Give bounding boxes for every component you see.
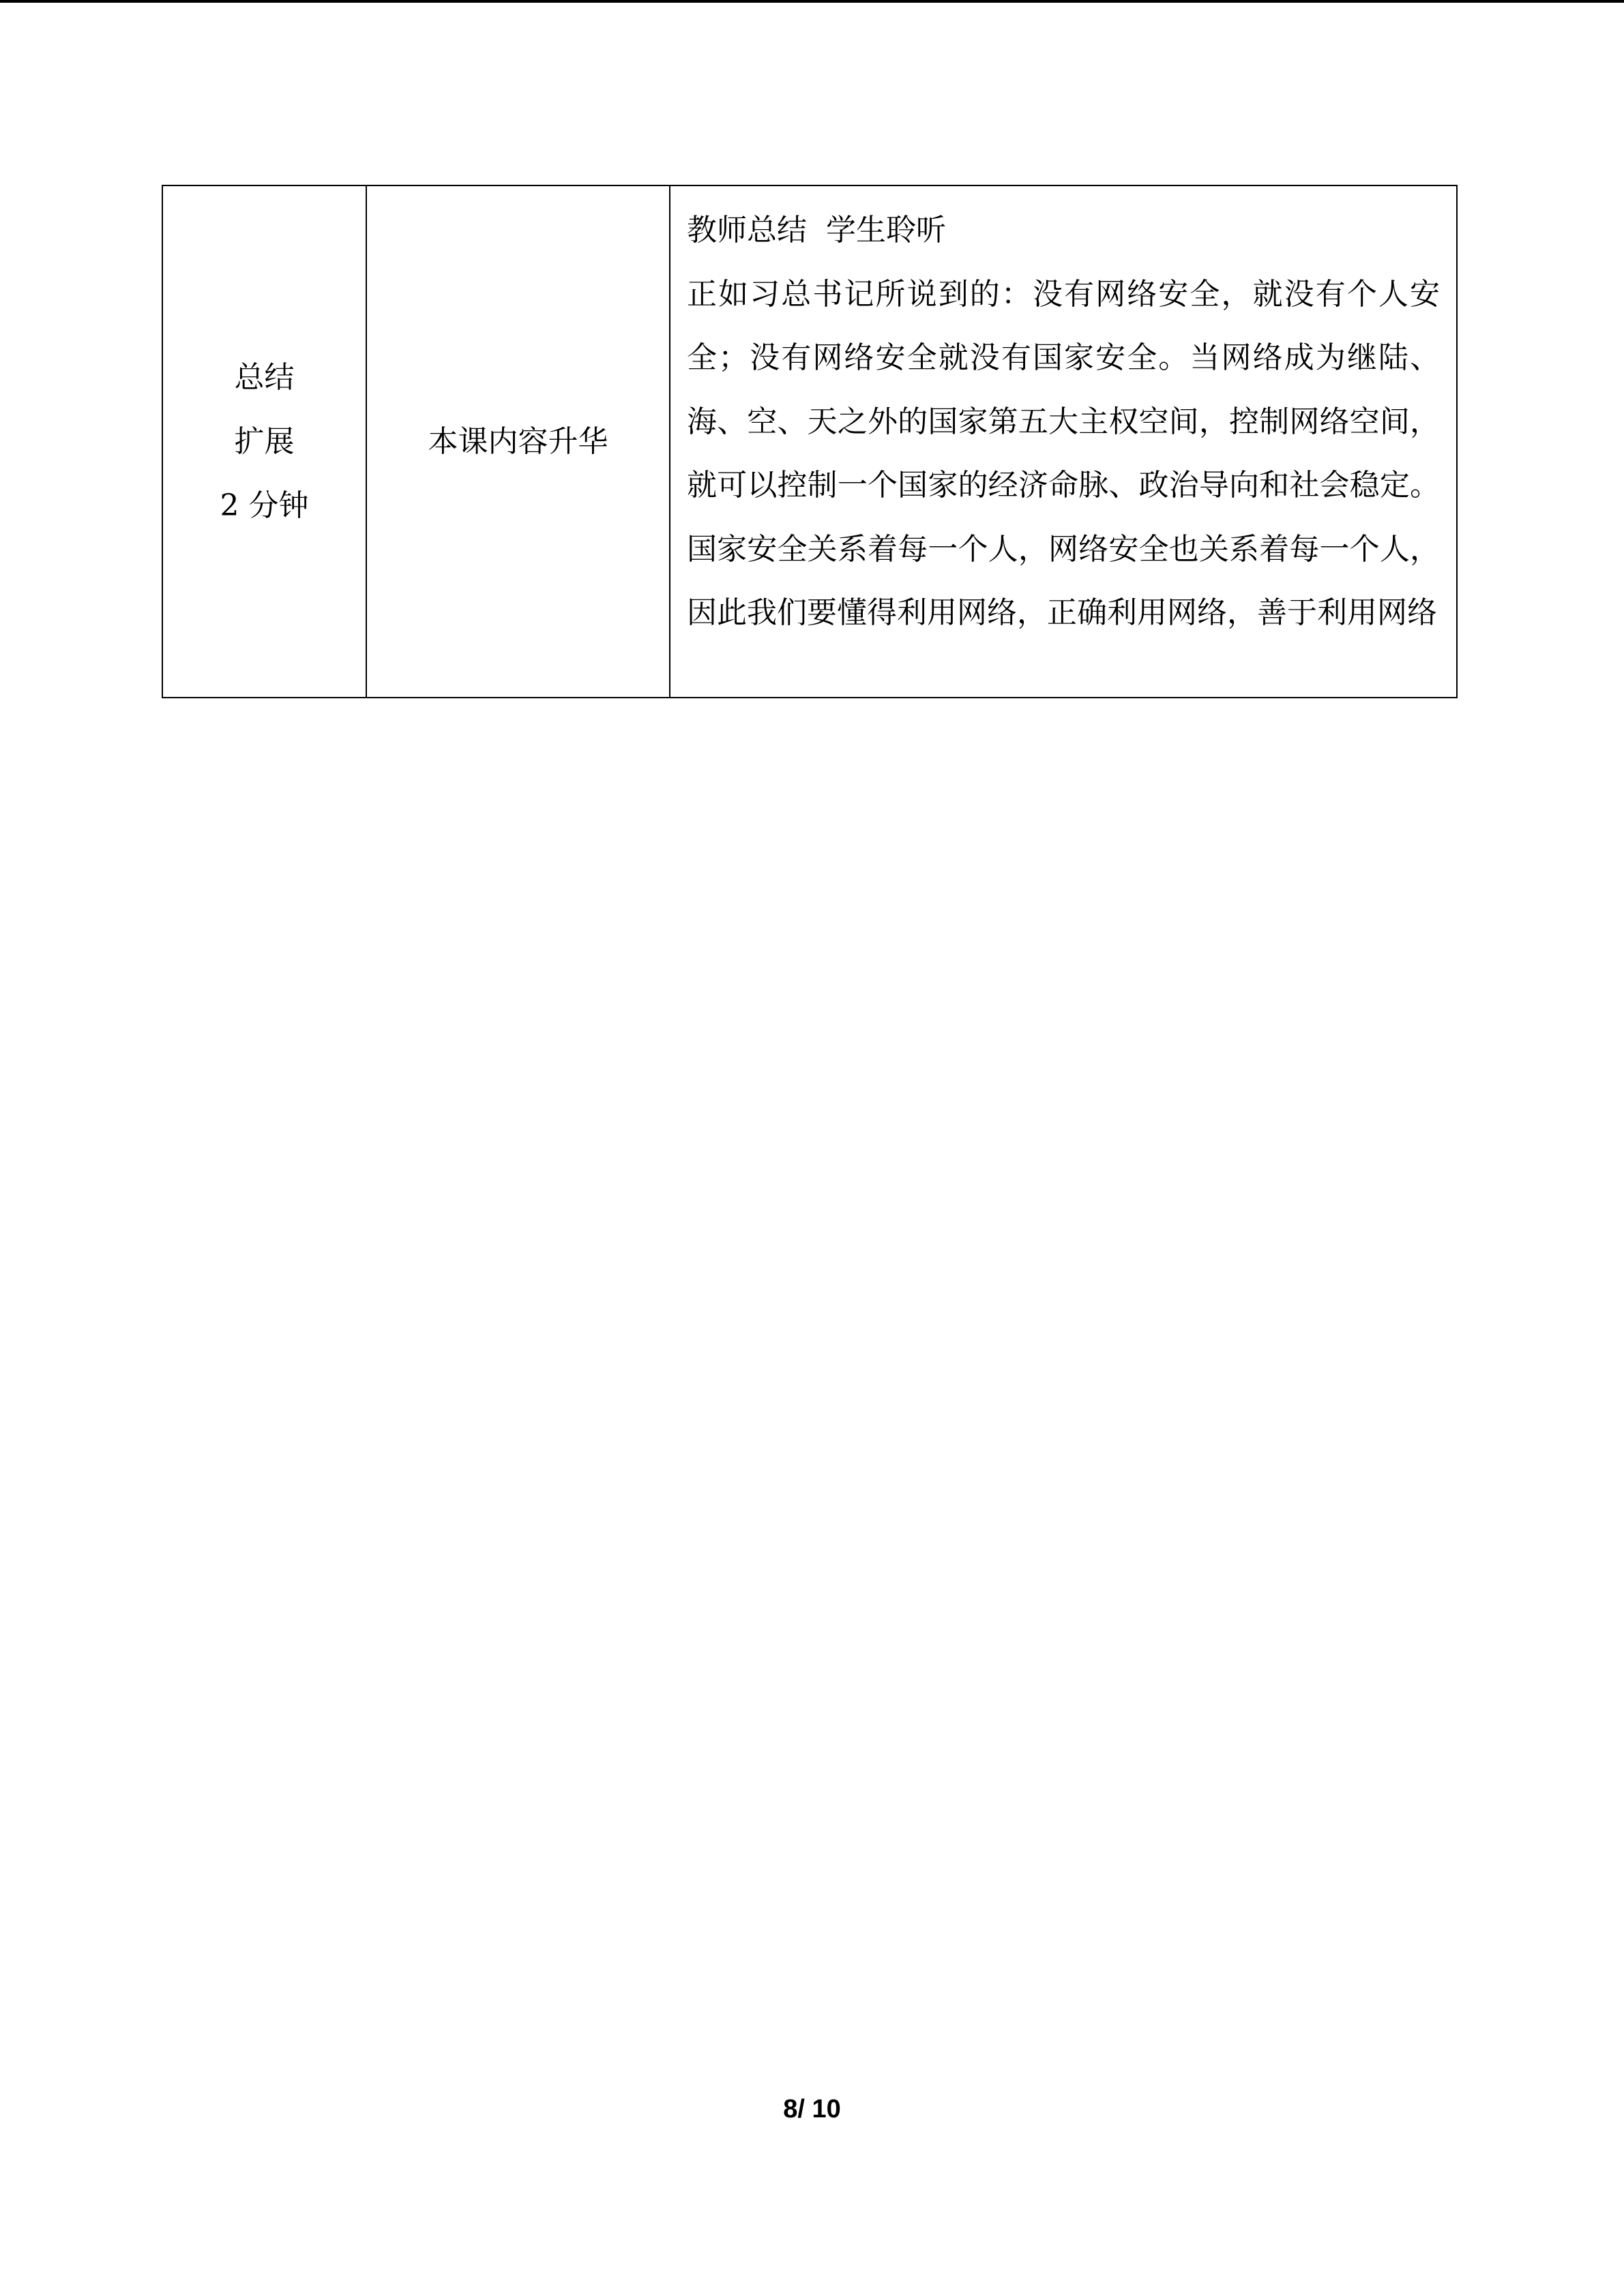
stage-duration: 2 分钟 — [220, 488, 309, 523]
page-top-rule — [0, 0, 1624, 3]
page-number: 8/ 10 — [783, 2095, 841, 2123]
stage-subname: 扩展 — [234, 423, 295, 459]
activity-heading: 教师总结 学生聆听 — [687, 213, 946, 248]
table-row — [162, 185, 1457, 698]
activity-cell — [670, 185, 1457, 698]
content-text: 本课内容升华 — [428, 423, 608, 459]
stage-cell — [162, 185, 366, 698]
lesson-plan-table — [162, 185, 1458, 698]
content-cell — [366, 185, 670, 698]
stage-name: 总结 — [234, 359, 295, 395]
activity-body: 正如习总书记所说到的：没有网络安全，就没有个人安全；没有网络安全就没有国家安全。当网络成为继陆、海、空、天之外的国家第五大主权空间，控制网络空间，就可以控制一个国家的经济命脉、政治导向和社会稳定。国家安全关系着每一个人，网络安全也关系着每一个人，因此我们要懂得利用网络，正确利用网络，善于利用网络 — [687, 276, 1440, 630]
